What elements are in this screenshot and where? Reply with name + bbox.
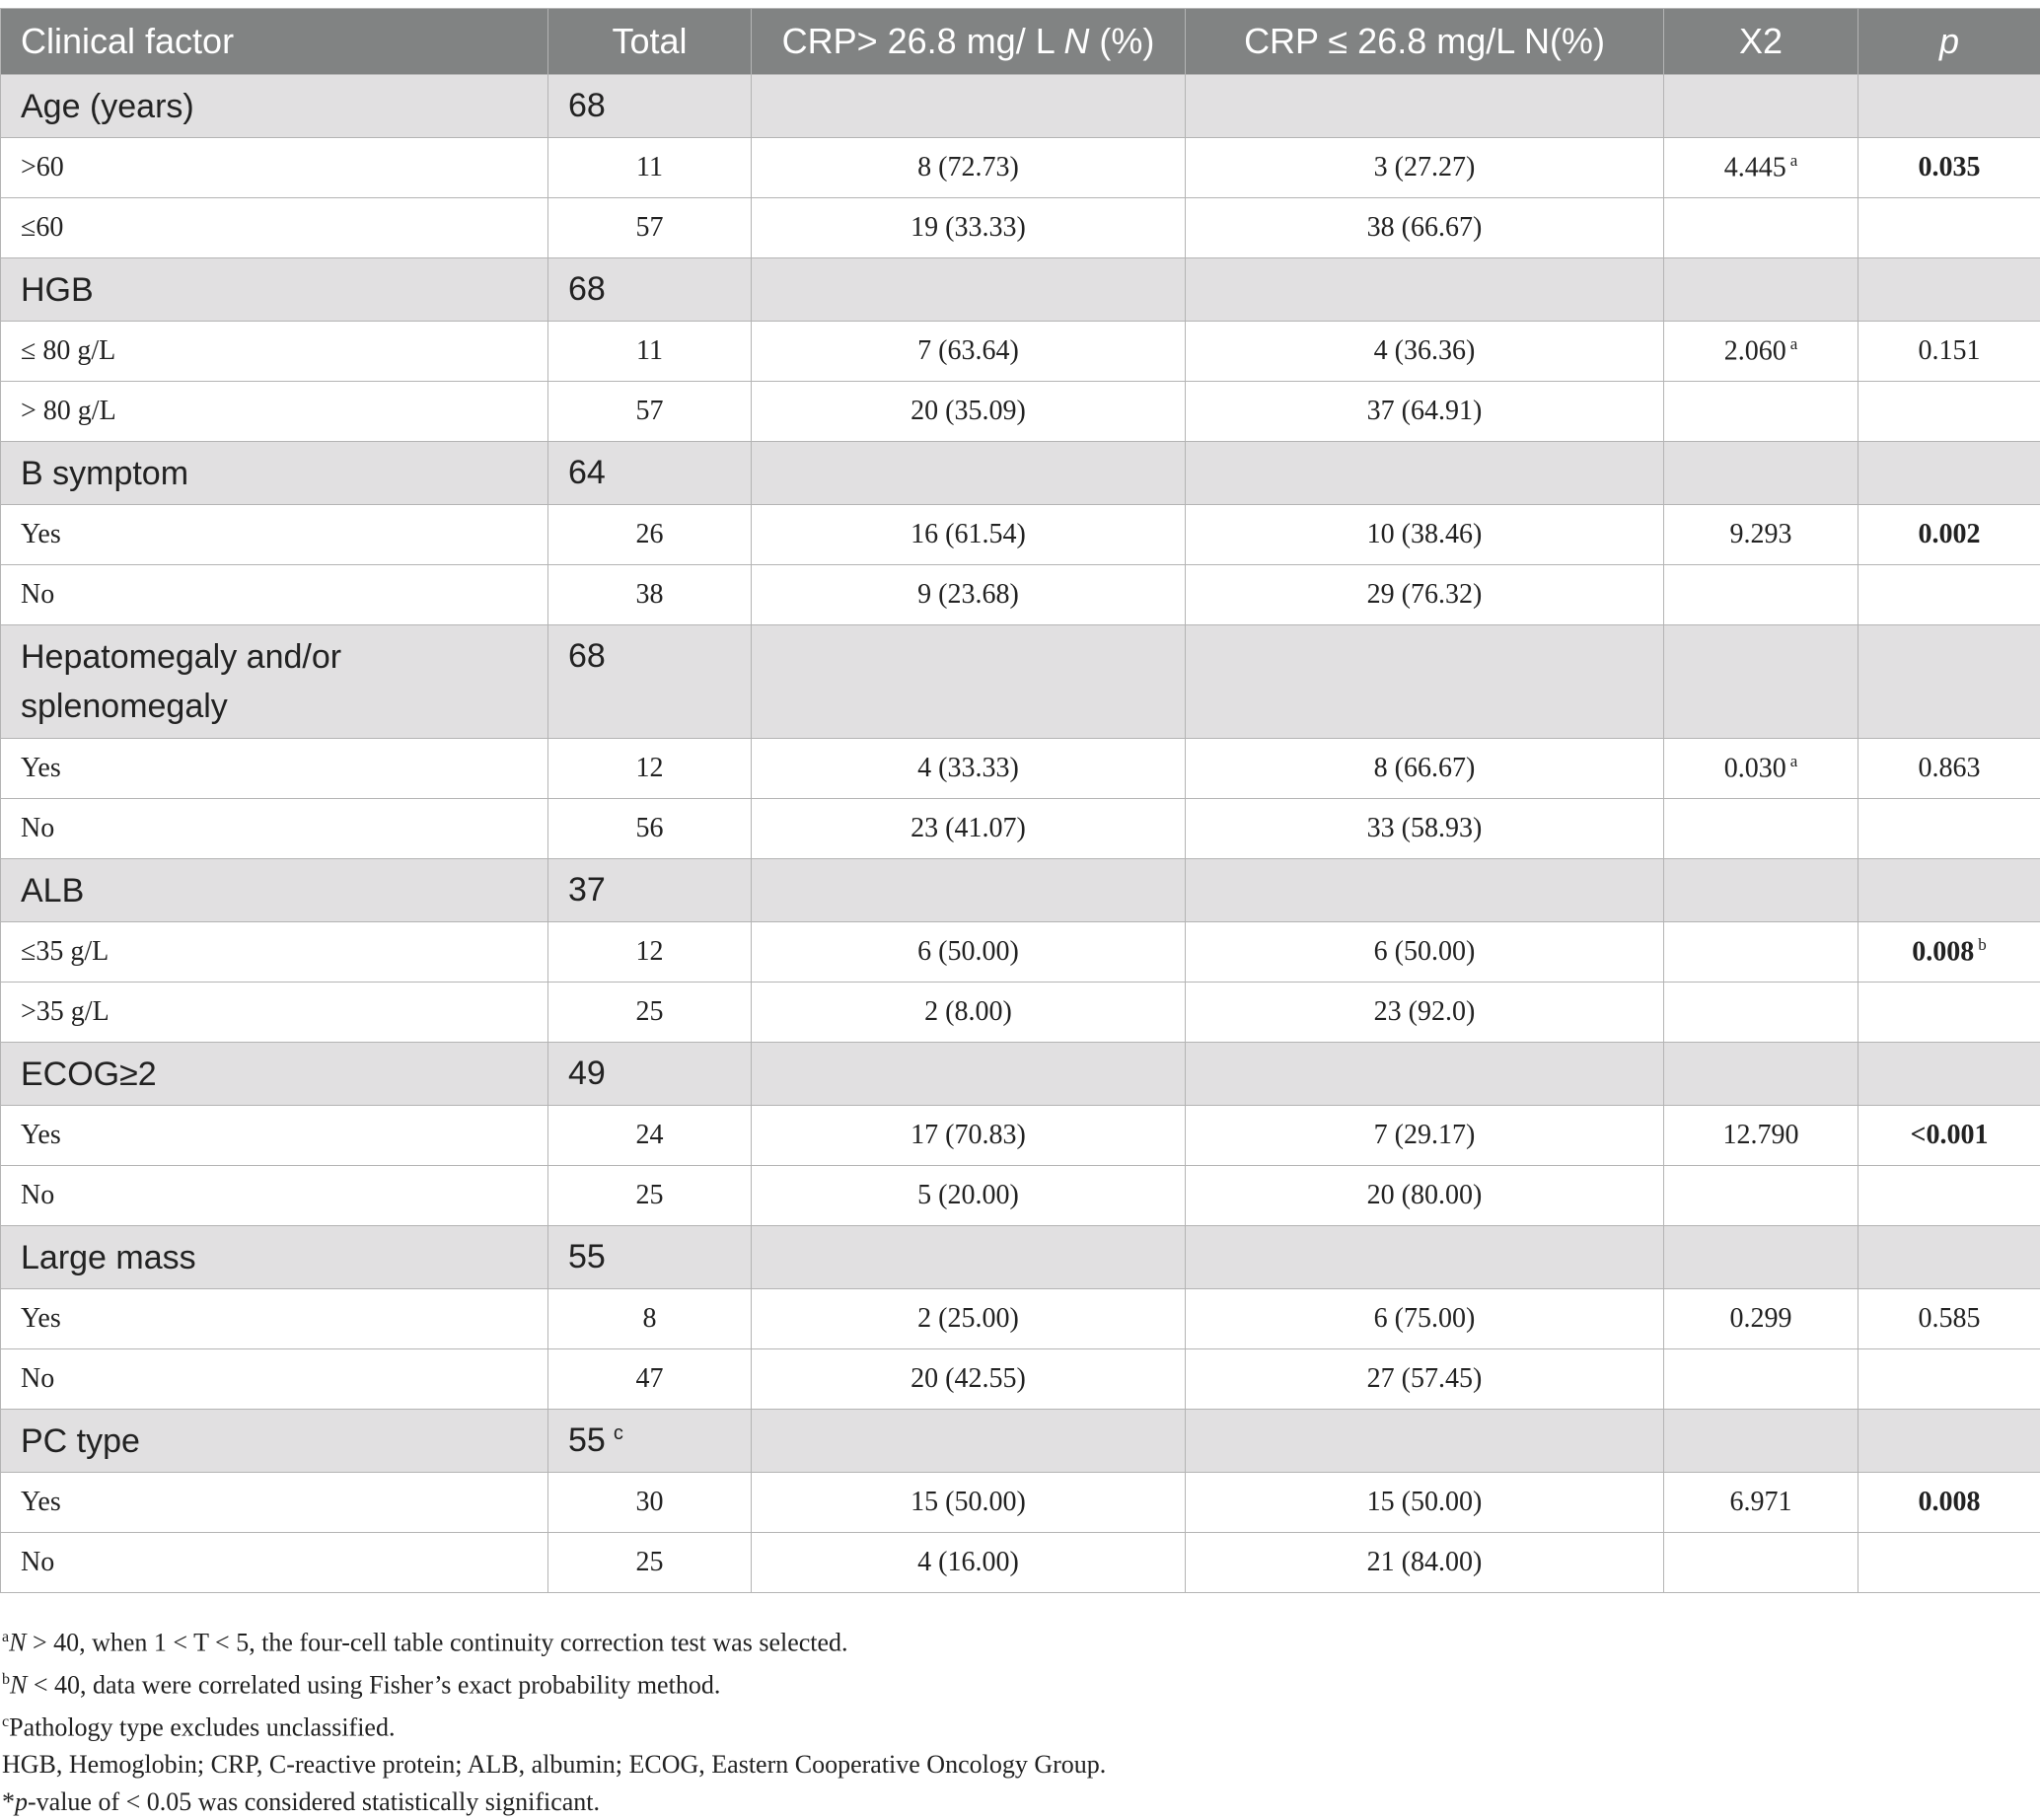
row-p: 0.002: [1858, 505, 2040, 565]
footnote-a: [0, 1619, 2040, 1661]
row-total: 12: [548, 922, 752, 983]
table-row: [1, 799, 2040, 859]
group-row-hgb: [1, 258, 2040, 322]
p-footnote-mark: b: [1978, 935, 1987, 954]
group-label: PC type: [1, 1410, 548, 1473]
row-crp-high: 17 (70.83): [752, 1106, 1186, 1166]
header-crp-high-n: N: [1063, 21, 1089, 61]
row-x2: [1664, 1349, 1858, 1410]
row-total: 11: [548, 322, 752, 382]
header-p-label: p: [1939, 21, 1959, 61]
row-label: >60: [1, 138, 548, 198]
row-p: [1858, 382, 2040, 442]
row-x2: [1664, 322, 1858, 382]
footnote-abbreviations: HGB, Hemoglobin; CRP, C-reactive protein; ALB, albumin; ECOG, Eastern Cooperative Oncology Group.: [0, 1746, 2040, 1784]
p-value: 0.008: [1912, 937, 1974, 968]
row-p: 0.863: [1858, 739, 2040, 799]
table-row: [1, 1106, 2040, 1166]
row-crp-low: 23 (92.0): [1186, 983, 1664, 1043]
group-total: 68: [548, 625, 752, 739]
header-clinical-factor: Clinical factor: [1, 9, 548, 75]
row-label: No: [1, 565, 548, 625]
footnote-a-mark: a: [2, 1629, 9, 1645]
row-label: ≤60: [1, 198, 548, 258]
row-p: 0.585: [1858, 1289, 2040, 1349]
row-total: 8: [548, 1289, 752, 1349]
table-row: [1, 565, 2040, 625]
table-row: [1, 1349, 2040, 1410]
group-row-ecog: [1, 1043, 2040, 1106]
row-crp-low: 6 (50.00): [1186, 922, 1664, 983]
row-crp-low: 38 (66.67): [1186, 198, 1664, 258]
footnote-sig-text: -value of < 0.05 was considered statistically significant.: [28, 1787, 600, 1816]
row-total: 30: [548, 1473, 752, 1533]
x2-value: 0.030: [1724, 754, 1786, 784]
row-crp-high: 16 (61.54): [752, 505, 1186, 565]
row-crp-high: 7 (63.64): [752, 322, 1186, 382]
footnote-c: [0, 1704, 2040, 1746]
group-total: 68: [548, 258, 752, 322]
row-crp-high: 2 (8.00): [752, 983, 1186, 1043]
x2-footnote-mark: a: [1790, 151, 1798, 170]
footnote-b-n: N: [10, 1671, 27, 1700]
row-crp-high: 2 (25.00): [752, 1289, 1186, 1349]
clinical-factor-table: [0, 8, 2040, 1593]
table-row: [1, 138, 2040, 198]
footnote-b-mark: b: [2, 1671, 10, 1688]
row-x2: 0.299: [1664, 1289, 1858, 1349]
table-row: [1, 1289, 2040, 1349]
row-label: Yes: [1, 739, 548, 799]
row-total: 57: [548, 198, 752, 258]
table-container: [0, 8, 2040, 1593]
x2-value: 4.445: [1724, 153, 1786, 183]
row-p: [1858, 983, 2040, 1043]
row-x2: [1664, 1533, 1858, 1593]
header-p: [1858, 9, 2040, 75]
row-p: [1858, 198, 2040, 258]
table-row: [1, 505, 2040, 565]
header-x2: X2: [1664, 9, 1858, 75]
table-row: [1, 1473, 2040, 1533]
row-crp-high: 20 (35.09): [752, 382, 1186, 442]
row-crp-low: 6 (75.00): [1186, 1289, 1664, 1349]
table-row: [1, 1533, 2040, 1593]
table-row: [1, 198, 2040, 258]
header-row: [1, 9, 2040, 75]
row-x2: [1664, 739, 1858, 799]
group-label-line1: Hepatomegaly and/or: [21, 638, 341, 676]
footnote-c-mark: c: [2, 1713, 9, 1730]
row-label: >35 g/L: [1, 983, 548, 1043]
row-p: [1858, 922, 2040, 983]
group-label: [1, 625, 548, 739]
row-label: No: [1, 1533, 548, 1593]
group-total-value: 55: [568, 1421, 606, 1459]
row-crp-high: 6 (50.00): [752, 922, 1186, 983]
group-total: 55: [548, 1226, 752, 1289]
group-label: Large mass: [1, 1226, 548, 1289]
row-crp-low: 33 (58.93): [1186, 799, 1664, 859]
row-p: 0.008: [1858, 1473, 2040, 1533]
row-crp-high: 8 (72.73): [752, 138, 1186, 198]
header-crp-high-prefix: CRP> 26.8 mg/ L: [782, 21, 1064, 61]
row-crp-low: 37 (64.91): [1186, 382, 1664, 442]
row-x2: [1664, 565, 1858, 625]
row-crp-high: 19 (33.33): [752, 198, 1186, 258]
group-total: 64: [548, 442, 752, 505]
table-row: [1, 322, 2040, 382]
footnote-b: [0, 1661, 2040, 1704]
row-x2: [1664, 1166, 1858, 1226]
row-x2: [1664, 922, 1858, 983]
row-x2: [1664, 198, 1858, 258]
row-total: 47: [548, 1349, 752, 1410]
row-p: [1858, 799, 2040, 859]
row-x2: [1664, 983, 1858, 1043]
group-total: 49: [548, 1043, 752, 1106]
table-row: [1, 922, 2040, 983]
group-label: HGB: [1, 258, 548, 322]
row-p: [1858, 1166, 2040, 1226]
table-footnotes: [0, 1619, 2040, 1820]
row-crp-low: 20 (80.00): [1186, 1166, 1664, 1226]
table-row: [1, 983, 2040, 1043]
row-label: Yes: [1, 1473, 548, 1533]
row-p: 0.035: [1858, 138, 2040, 198]
group-row-large-mass: [1, 1226, 2040, 1289]
group-total: 68: [548, 75, 752, 138]
x2-footnote-mark: a: [1790, 752, 1798, 770]
row-crp-low: 8 (66.67): [1186, 739, 1664, 799]
row-label: ≤ 80 g/L: [1, 322, 548, 382]
row-crp-high: 15 (50.00): [752, 1473, 1186, 1533]
row-crp-low: 4 (36.36): [1186, 322, 1664, 382]
footnote-sig-p: p: [15, 1787, 28, 1816]
row-label: No: [1, 1349, 548, 1410]
group-label: Age (years): [1, 75, 548, 138]
row-label: No: [1, 799, 548, 859]
row-total: 56: [548, 799, 752, 859]
row-crp-low: 10 (38.46): [1186, 505, 1664, 565]
row-total: 57: [548, 382, 752, 442]
row-total: 25: [548, 1166, 752, 1226]
row-crp-low: 7 (29.17): [1186, 1106, 1664, 1166]
footnote-significance: [0, 1784, 2040, 1820]
footnote-a-text: > 40, when 1 < T < 5, the four-cell table continuity correction test was selected.: [26, 1629, 847, 1657]
header-total: Total: [548, 9, 752, 75]
header-crp-high-suffix: (%): [1089, 21, 1154, 61]
footnote-c-text: Pathology type excludes unclassified.: [9, 1713, 395, 1742]
row-total: 11: [548, 138, 752, 198]
row-crp-high: 23 (41.07): [752, 799, 1186, 859]
row-crp-high: 9 (23.68): [752, 565, 1186, 625]
row-crp-high: 5 (20.00): [752, 1166, 1186, 1226]
row-x2: 12.790: [1664, 1106, 1858, 1166]
row-crp-low: 21 (84.00): [1186, 1533, 1664, 1593]
group-total: [548, 1410, 752, 1473]
footnote-a-n: N: [9, 1629, 26, 1657]
row-label: > 80 g/L: [1, 382, 548, 442]
row-p: 0.151: [1858, 322, 2040, 382]
footnote-sig-star: *: [2, 1787, 15, 1816]
row-crp-low: 29 (76.32): [1186, 565, 1664, 625]
row-label: No: [1, 1166, 548, 1226]
group-row-b-symptom: [1, 442, 2040, 505]
group-total: 37: [548, 859, 752, 922]
group-label: ALB: [1, 859, 548, 922]
row-total: 12: [548, 739, 752, 799]
row-p: [1858, 1533, 2040, 1593]
group-label: B symptom: [1, 442, 548, 505]
row-total: 38: [548, 565, 752, 625]
row-p: <0.001: [1858, 1106, 2040, 1166]
x2-value: 2.060: [1724, 336, 1786, 367]
row-p: [1858, 565, 2040, 625]
row-x2: 6.971: [1664, 1473, 1858, 1533]
group-label-line2: splenomegaly: [21, 688, 228, 725]
table-row: [1, 382, 2040, 442]
footnote-b-text: < 40, data were correlated using Fisher’s exact probability method.: [27, 1671, 720, 1700]
group-row-hepatomegaly: [1, 625, 2040, 739]
row-x2: [1664, 382, 1858, 442]
row-crp-low: 15 (50.00): [1186, 1473, 1664, 1533]
row-label: Yes: [1, 1106, 548, 1166]
header-crp-high: [752, 9, 1186, 75]
row-total: 25: [548, 1533, 752, 1593]
row-p: [1858, 1349, 2040, 1410]
row-label: Yes: [1, 1289, 548, 1349]
row-crp-low: 27 (57.45): [1186, 1349, 1664, 1410]
row-x2: 9.293: [1664, 505, 1858, 565]
x2-footnote-mark: a: [1790, 334, 1798, 353]
total-footnote-mark: c: [614, 1422, 623, 1444]
row-crp-high: 4 (16.00): [752, 1533, 1186, 1593]
row-total: 25: [548, 983, 752, 1043]
row-x2: [1664, 138, 1858, 198]
row-label: ≤35 g/L: [1, 922, 548, 983]
table-row: [1, 1166, 2040, 1226]
group-row-pc-type: [1, 1410, 2040, 1473]
row-total: 24: [548, 1106, 752, 1166]
row-crp-low: 3 (27.27): [1186, 138, 1664, 198]
row-crp-high: 20 (42.55): [752, 1349, 1186, 1410]
header-crp-low: CRP ≤ 26.8 mg/L N(%): [1186, 9, 1664, 75]
group-label: ECOG≥2: [1, 1043, 548, 1106]
group-row-alb: [1, 859, 2040, 922]
group-row-age: [1, 75, 2040, 138]
row-crp-high: 4 (33.33): [752, 739, 1186, 799]
table-row: [1, 739, 2040, 799]
row-x2: [1664, 799, 1858, 859]
row-label: Yes: [1, 505, 548, 565]
row-total: 26: [548, 505, 752, 565]
